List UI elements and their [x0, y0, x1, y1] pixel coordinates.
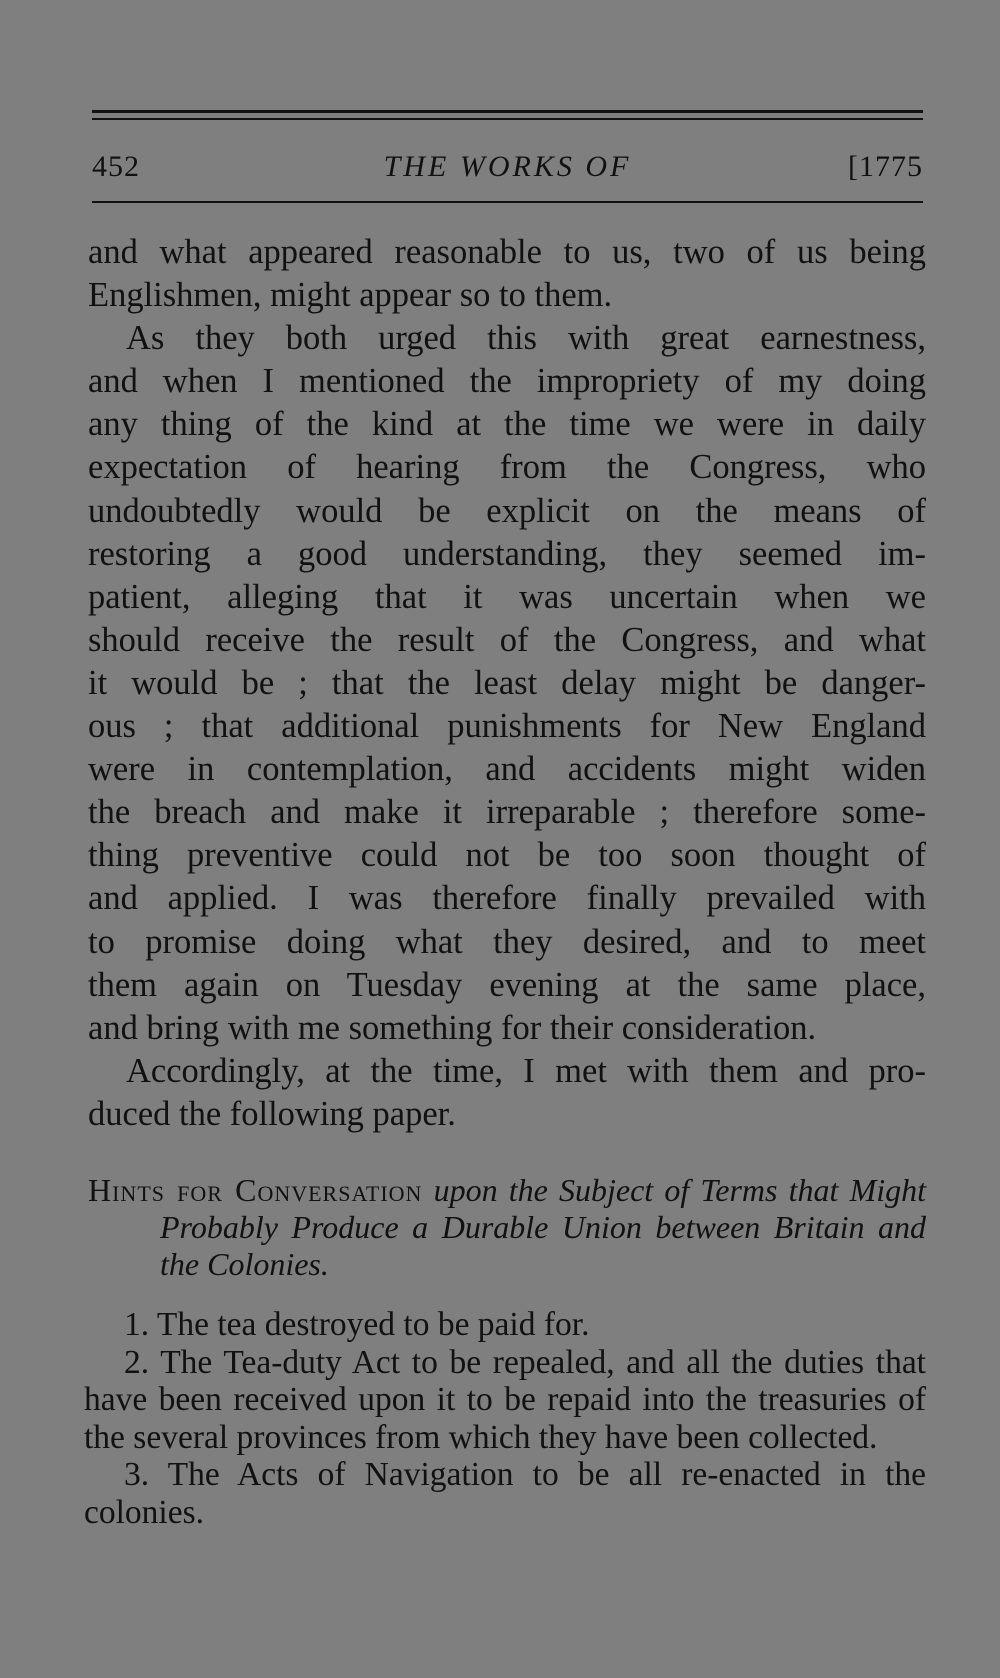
list-item: 3. The Acts of Navigation to be all re-enacted in the colonies.	[84, 1456, 926, 1531]
text-line: thing preventive could not be too soon thought of	[88, 836, 926, 875]
text-line: Englishmen, might appear so to them.	[88, 276, 613, 315]
text-line: ous ; that additional punishments for New England	[88, 707, 926, 746]
paragraph-3	[88, 1050, 926, 1136]
text-line: should receive the result of the Congress, and what	[88, 620, 926, 659]
hints-heading	[88, 1172, 926, 1283]
text-line: and bring with me something for their consideration.	[88, 1008, 817, 1047]
text-line: As they both urged this with great earnestness,	[126, 319, 926, 358]
page-number: 452	[92, 150, 140, 183]
text-line: any thing of the kind at the time we were in daily	[88, 405, 926, 444]
text-line: Accordingly, at the time, I met with them and pro-	[126, 1051, 926, 1090]
text-line: to promise doing what they desired, and to meet	[88, 922, 926, 961]
text-line: the breach and make it irreparable ; therefore some-	[88, 793, 926, 832]
text-line: and what appeared reasonable to us, two of us being	[88, 233, 926, 271]
hints-list	[84, 1306, 926, 1531]
running-header	[92, 150, 923, 190]
text-line: restoring a good understanding, they seemed im-	[88, 534, 926, 573]
body-text	[88, 231, 926, 1136]
text-line: undoubtedly would be explicit on the means of	[88, 491, 926, 530]
paragraph-2	[88, 317, 926, 1050]
hints-heading-italic: upon the Subject of Terms that Might Probably Produce a Durable Union between Britain and the Colonies.	[160, 1172, 927, 1282]
hints-heading-text	[88, 1172, 926, 1283]
list-item: 1. The tea destroyed to be paid for.	[124, 1306, 590, 1343]
header-rule	[92, 201, 923, 203]
text-line: them again on Tuesday evening at the same place,	[88, 965, 926, 1004]
list-item: 2. The Tea-duty Act to be repealed, and all the duties that have been received upon it to be repaid into the treasuries of the several provinces from which they have been collected.	[84, 1343, 926, 1456]
text-line: it would be ; that the least delay might be danger-	[88, 663, 926, 702]
top-rule-thick	[92, 110, 923, 113]
text-line: patient, alleging that it was uncertain when we	[88, 577, 926, 616]
header-year: [1775	[848, 150, 923, 183]
top-rule-thin	[92, 118, 923, 120]
text-line: duced the following paper.	[88, 1094, 456, 1133]
text-line: and applied. I was therefore finally prevailed with	[88, 879, 926, 918]
text-line: expectation of hearing from the Congress, who	[88, 448, 926, 487]
paragraph-1	[88, 231, 926, 317]
text-line: and when I mentioned the impropriety of my doing	[88, 362, 926, 401]
hints-heading-smallcaps: Hints for Conversation	[88, 1172, 423, 1208]
running-title: THE WORKS OF	[383, 150, 632, 183]
text-line: were in contemplation, and accidents might widen	[88, 750, 926, 789]
